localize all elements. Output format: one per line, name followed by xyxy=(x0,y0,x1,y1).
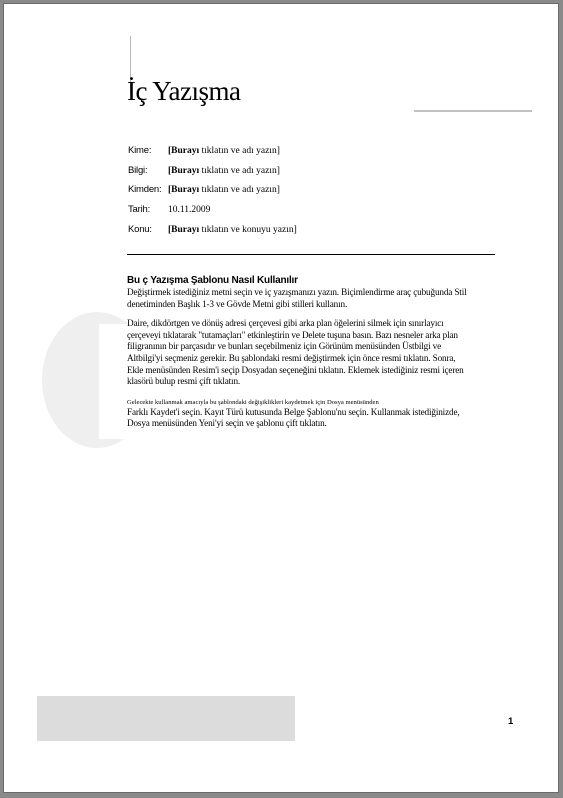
field-value[interactable]: [Burayı tıklatın ve adı yazın] xyxy=(168,146,280,156)
field-label: Kimden: xyxy=(128,184,162,195)
field-label: Kime: xyxy=(128,145,152,156)
field-label: Bilgi: xyxy=(128,165,148,176)
document-page xyxy=(3,3,559,793)
document-title[interactable]: İç Yazışma xyxy=(127,76,241,106)
paragraph[interactable] xyxy=(127,398,495,430)
field-value[interactable]: [Burayı tıklatın ve adı yazın] xyxy=(168,166,280,176)
page-number: 1 xyxy=(508,716,514,727)
field-value[interactable]: 10.11.2009 xyxy=(168,205,211,215)
body-heading[interactable]: Bu ç Yazışma Şablonu Nasıl Kullanılır xyxy=(127,275,298,286)
text-line: çerçeveyi tıklatarak "tutamaçları" etkinleştirin ve Delete tuşuna basın. Bazı nesneler arka plan xyxy=(127,329,458,340)
text-line: Değiştirmek istediğiniz metni seçin ve iç yazışmanızı yazın. Biçimlendirme araç çubuğunda Stil xyxy=(127,287,467,297)
field-value[interactable]: [Burayı tıklatın ve konuyu yazın] xyxy=(168,225,297,235)
paragraph[interactable] xyxy=(127,318,495,388)
paragraph[interactable] xyxy=(127,287,495,310)
window-edge xyxy=(559,0,563,798)
text-line: Farklı Kaydet'i seçin. Kayıt Türü kutusunda Belge Şablonu'nu seçin. Kullanmak istediğinizde, xyxy=(127,406,460,417)
title-horizontal-rule xyxy=(414,110,532,112)
field-label: Tarih: xyxy=(128,204,151,215)
text-line: filigranının bir parçasıdır ve bunları seçebilmeniz için Görünüm menüsünden Üstbilgi ve xyxy=(127,341,442,352)
field-value[interactable]: [Burayı tıklatın ve adı yazın] xyxy=(168,185,280,195)
footer-graphic-box xyxy=(37,696,295,741)
text-line: Gelecekte kullanmak amacıyla bu şablondaki değişiklikleri kaydetmek için Dosya menüsünden xyxy=(127,398,379,406)
text-line: Daire, dikdörtgen ve dönüş adresi çerçevesi gibi arka plan öğelerini silmek için sınırlayıcı xyxy=(127,318,444,329)
body-text[interactable] xyxy=(127,275,495,430)
text-line: Dosya menüsünden Yeni'yi seçin ve şablonu çift tıklatın. xyxy=(127,418,327,429)
text-line: Ekle menüsünden Resim'i seçip Dosyadan seçeneğini tıklatın. Eklemek istediğiniz resmi içeren xyxy=(127,364,464,375)
text-line: Altbilgi'yi seçmeniz gerekir. Bu şablondaki resmi değiştirmek için önce resmi tıklatın. Sonra, xyxy=(127,352,456,363)
separator-rule xyxy=(127,254,495,255)
text-line: denetiminden Başlık 1-3 ve Gövde Metni gibi stilleri kullanın. xyxy=(127,298,348,309)
field-label: Konu: xyxy=(128,224,152,235)
text-line: klasörü bulup resmi çift tıklatın. xyxy=(127,376,241,387)
